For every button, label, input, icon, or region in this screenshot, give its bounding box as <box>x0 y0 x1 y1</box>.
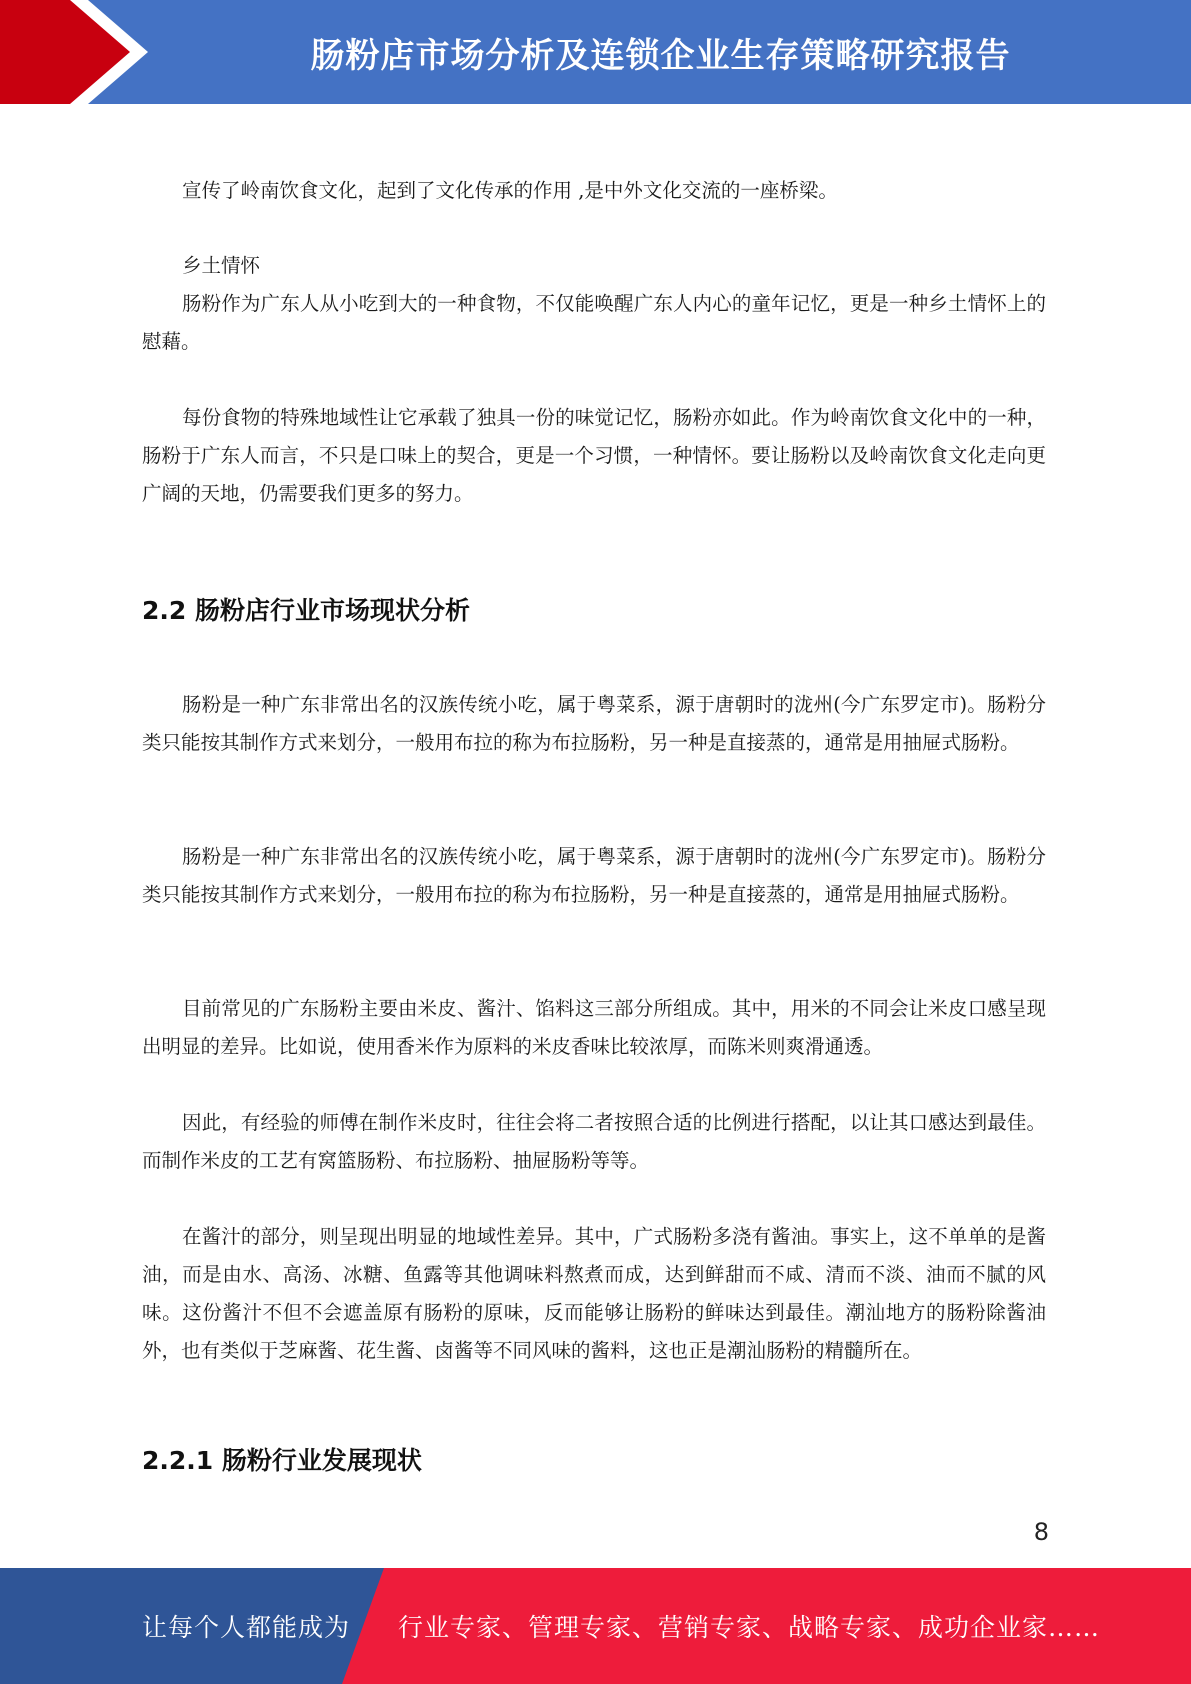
paragraph-1: 宣传了岭南饮食文化，起到了文化传承的作用 ,是中外文化交流的一座桥梁。 <box>182 179 838 202</box>
paragraph-2: 乡土情怀 <box>182 254 261 277</box>
paragraph-4: 每份食物的特殊地域性让它承载了独具一份的味觉记忆，肠粉亦如此。作为岭南饮食文化中的一种，肠粉于广东人而言，不只是口味上的契合，更是一个习惯，一种情怀。要让肠粉以及岭南饮食文化走向更广阔的天地，仍需要我们更多的努力。 <box>142 406 1046 505</box>
paragraph-9: 在酱汁的部分，则呈现出明显的地域性差异。其中，广式肠粉多浇有酱油。事实上，这不单单的是酱油，而是由水、高汤、冰糖、鱼露等其他调味料熬煮而成，达到鲜甜而不咸、清而不淡、油而不腻的风味。这份酱汁不但不会遮盖原有肠粉的原味，反而能够让肠粉的鲜味达到最佳。潮汕地方的肠粉除酱油外，也有类似于芝麻酱、花生酱、卤酱等不同风味的酱料，这也正是潮汕肠粉的精髓所在。 <box>142 1225 1046 1362</box>
paragraph-5: 肠粉是一种广东非常出名的汉族传统小吃，属于粤菜系，源于唐朝时的泷州(今广东罗定市)。肠粉分类只能按其制作方式来划分，一般用布拉的称为布拉肠粉，另一种是直接蒸的，通常是用抽屉式肠粉。 <box>142 693 1046 754</box>
page-number: 8 <box>1033 1518 1049 1546</box>
header-title: 肠粉店市场分析及连锁企业生存策略研究报告 <box>310 35 1011 76</box>
paragraph-8: 因此，有经验的师傅在制作米皮时，往往会将二者按照合适的比例进行搭配，以让其口感达到最佳。而制作米皮的工艺有窝篮肠粉、布拉肠粉、抽屉肠粉等等。 <box>142 1111 1046 1172</box>
footer-slogan-left: 让每个人都能成为 <box>142 1613 351 1642</box>
footer-slogan-right: 行业专家、管理专家、营销专家、战略专家、成功企业家…… <box>398 1613 1101 1642</box>
section-heading-2-2-1: 2.2.1 肠粉行业发展现状 <box>142 1446 422 1475</box>
page-footer <box>0 1568 1191 1684</box>
section-heading-2-2: 2.2 肠粉店行业市场现状分析 <box>142 596 470 625</box>
paragraph-6: 肠粉是一种广东非常出名的汉族传统小吃，属于粤菜系，源于唐朝时的泷州(今广东罗定市)。肠粉分类只能按其制作方式来划分，一般用布拉的称为布拉肠粉，另一种是直接蒸的，通常是用抽屉式肠粉。 <box>142 845 1046 906</box>
paragraph-7: 目前常见的广东肠粉主要由米皮、酱汁、馅料这三部分所组成。其中，用米的不同会让米皮口感呈现出明显的差异。比如说，使用香米作为原料的米皮香味比较浓厚，而陈米则爽滑通透。 <box>142 997 1046 1058</box>
paragraph-3: 肠粉作为广东人从小吃到大的一种食物，不仅能唤醒广东人内心的童年记忆，更是一种乡土情怀上的慰藉。 <box>142 292 1046 353</box>
